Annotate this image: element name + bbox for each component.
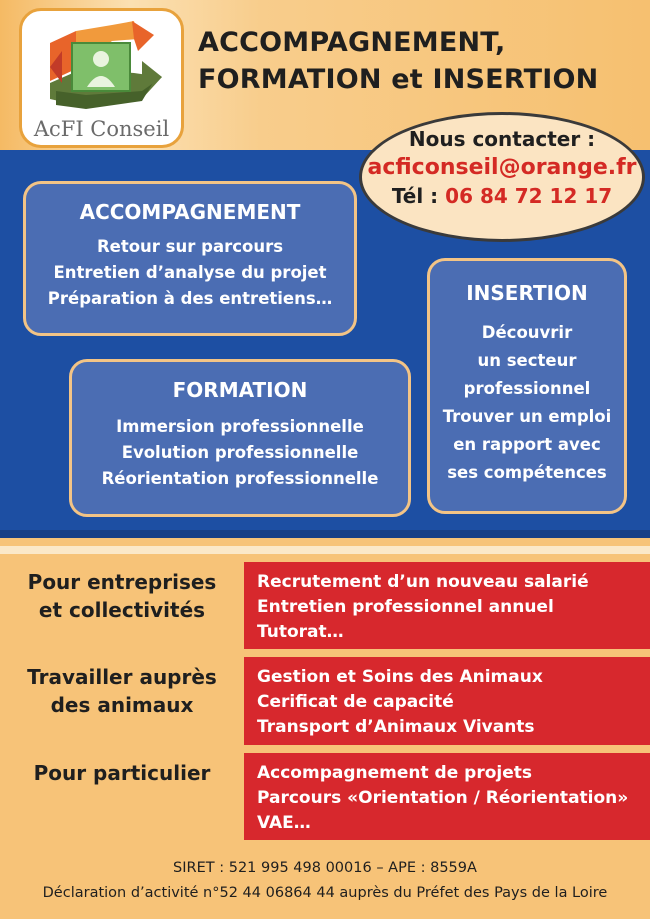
title-line-2: FORMATION et INSERTION [198, 64, 599, 95]
divider [0, 546, 650, 554]
card-line: Evolution professionnelle [121, 443, 359, 462]
row-label [0, 562, 244, 649]
card-formation [69, 359, 411, 517]
row-label-line: des animaux [50, 693, 194, 717]
row-items [244, 753, 650, 840]
card-line: Retour sur parcours [96, 237, 284, 256]
row-label-line: Travailler auprès [27, 665, 217, 689]
row-label [0, 657, 244, 745]
phone-label: Tél : [391, 184, 446, 208]
company-logo [19, 8, 184, 148]
row-item: Gestion et Soins des Animaux [257, 667, 543, 687]
row-item: Transport d’Animaux Vivants [257, 717, 535, 737]
contact-bubble [359, 112, 645, 242]
row-item: Accompagnement de projets [257, 763, 532, 783]
footer-siret: SIRET : 521 995 498 00016 – APE : 8559A [173, 860, 477, 876]
audience-row-entreprises [0, 562, 650, 649]
card-line: en rapport avec [453, 435, 601, 454]
contact-title: Nous contacter : [408, 127, 596, 151]
row-items [244, 562, 650, 649]
card-line: professionnel [463, 379, 591, 398]
logo-arrows-icon [42, 21, 166, 113]
row-label [0, 753, 244, 840]
contact-email-link[interactable]: acficonseil@orange.fr [367, 155, 637, 180]
legal-footer [0, 856, 650, 906]
card-title: INSERTION [466, 281, 588, 305]
contact-phone [362, 184, 642, 208]
footer-declaration: Déclaration d’activité n°52 44 06864 44 auprès du Préfet des Pays de la Loire [42, 885, 608, 901]
card-line: Entretien d’analyse du projet [53, 263, 327, 282]
page-title [198, 24, 638, 98]
card-line: Réorientation professionnelle [101, 469, 379, 488]
card-line: Découvrir [481, 323, 573, 342]
row-label-line: Pour entreprises [27, 570, 217, 594]
card-line: Immersion professionnelle [116, 417, 364, 436]
card-line: ses compétences [447, 463, 607, 482]
card-title: ACCOMPAGNEMENT [79, 200, 301, 224]
card-line: Trouver un emploi [442, 407, 612, 426]
row-item: Entretien professionnel annuel [257, 597, 554, 617]
title-line-1: ACCOMPAGNEMENT, [198, 27, 506, 58]
audience-row-particulier [0, 753, 650, 840]
card-accompagnement [23, 181, 357, 336]
row-label-line: Pour particulier [33, 761, 211, 785]
row-item: VAE… [257, 813, 311, 833]
audience-row-animaux [0, 657, 650, 745]
phone-number[interactable]: 06 84 72 12 17 [445, 184, 613, 208]
row-item: Cerificat de capacité [257, 692, 454, 712]
logo-name: AcFI Conseil [33, 117, 170, 141]
card-insertion [427, 258, 627, 514]
row-item: Parcours «Orientation / Réorientation» [257, 788, 629, 808]
card-title: FORMATION [172, 378, 308, 402]
row-label-line: et collectivités [38, 598, 206, 622]
row-item: Recrutement d’un nouveau salarié [257, 572, 589, 592]
card-line: Préparation à des entretiens… [47, 289, 333, 308]
row-item: Tutorat… [257, 622, 344, 642]
row-items [244, 657, 650, 745]
card-line: un secteur [477, 351, 577, 370]
